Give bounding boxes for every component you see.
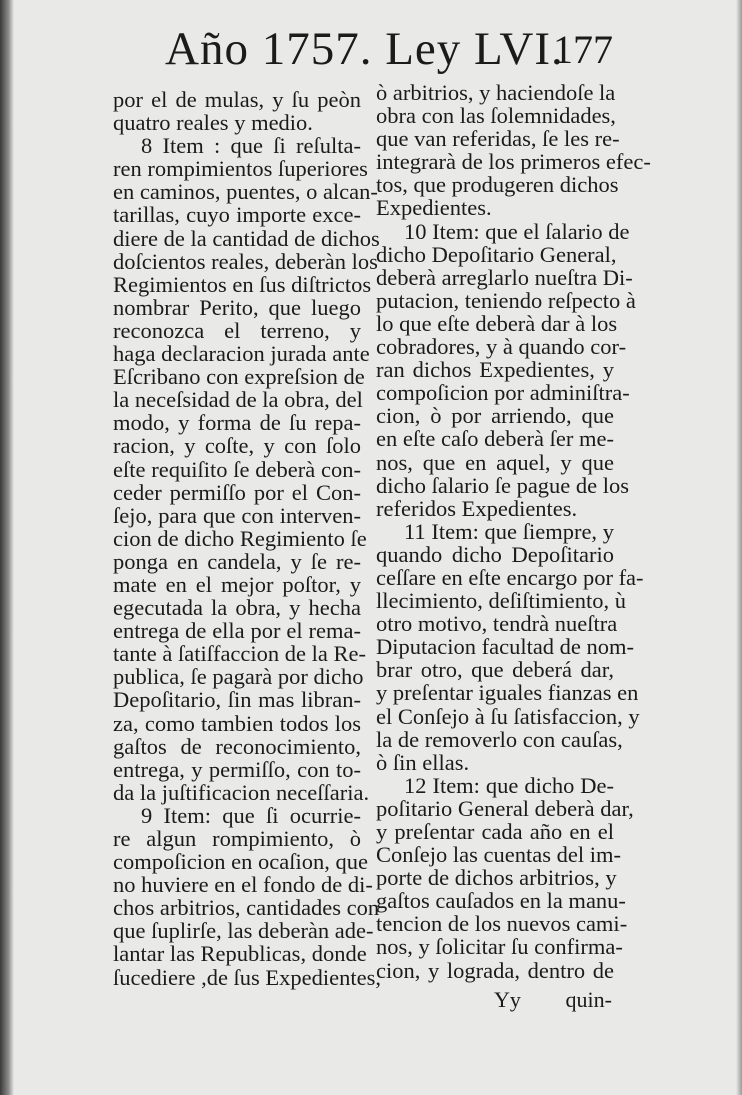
text-line: referidos Expedientes. <box>376 495 578 521</box>
text-line: quatro reales y medio. <box>113 110 313 136</box>
text-line: eſte requiſito ſe deberà con- <box>113 456 361 482</box>
text-line: la neceſsidad de la obra, del <box>113 387 363 413</box>
text-line: doſcientos reales, deberàn los <box>113 248 378 274</box>
text-line: por el de mulas, y ſu peòn <box>113 87 361 112</box>
text-line: haga declaracion jurada ante <box>113 341 370 367</box>
text-line: en eſte caſo deberà ſer me- <box>376 426 614 452</box>
text-line: diere de la cantidad de dichos <box>113 225 380 251</box>
text-line: entrega de ella por el rema- <box>113 618 361 644</box>
text-line: no huviere en el fondo de di- <box>113 872 373 898</box>
text-line: gaſtos cauſados en la manu- <box>376 888 626 914</box>
text-line: tarillas, cuyo importe exce- <box>113 202 361 228</box>
right-column <box>376 80 651 983</box>
text-line: lantar las Republicas, donde <box>113 941 367 967</box>
left-column <box>113 87 382 990</box>
text-line: ò arbitrios, y haciendoſe la <box>376 80 616 105</box>
text-line: tencion de los nuevos cami- <box>376 911 628 937</box>
text-line: ò ſin ellas. <box>376 749 470 775</box>
catchword: quin- <box>565 987 612 1012</box>
text-line: otro motivo, tendrà nueſtra <box>376 611 618 637</box>
text-line: la de removerlo con cauſas, <box>376 726 623 752</box>
text-line: Regimientos en ſus diſtrictos <box>113 271 372 297</box>
text-line: obra con las ſolemnidades, <box>376 103 616 129</box>
text-line: Eſcribano con expreſsion de <box>113 364 365 390</box>
text-line: ren rompimientos ſuperiores <box>113 156 368 182</box>
text-line: cion de dicho Regimiento ſe <box>113 525 367 551</box>
text-line: y preſentar cada año en el <box>376 819 614 844</box>
text-line: 10 Item: que el ſalario de <box>404 218 630 244</box>
text-line: llecimiento, deſiſtimiento, ù <box>376 588 626 614</box>
text-line: deberà arreglarlo nueſtra Di- <box>376 264 633 290</box>
text-line: 12 Item: que dicho De- <box>404 772 614 798</box>
text-line: que ſuplirſe, las deberàn ade- <box>113 918 374 944</box>
text-line: tante à ſatiſfaccion de la Re- <box>113 641 366 667</box>
text-line: za, como tambien todos los <box>113 710 361 736</box>
running-head-title: Año 1757. Ley LVI. <box>165 23 564 75</box>
text-line: Conſejo las cuentas del im- <box>376 842 621 868</box>
text-line: poſitario General deberà dar, <box>376 795 634 821</box>
text-line: lo que eſte deberà dar à los <box>376 310 618 336</box>
text-line: cion, ò por arriendo, que <box>376 403 614 429</box>
text-line: que van referidas, ſe les re- <box>376 126 620 152</box>
text-line: 8 Item : que ſi reſulta- <box>141 133 361 159</box>
text-line: 9 Item: que ſi ocurrie- <box>141 802 361 828</box>
text-line: brar otro, que deberá dar, <box>376 657 614 683</box>
text-line: re algun rompimiento, ò <box>113 826 361 851</box>
text-line: putacion, teniendo reſpecto à <box>376 287 636 313</box>
text-line: publica, ſe pagarà por dicho <box>113 664 364 690</box>
signature-mark: Yy <box>494 987 521 1012</box>
text-line: mate en el mejor poſtor, y <box>113 571 361 597</box>
text-line: Depoſitario, ſin mas libran- <box>113 687 361 713</box>
text-line: ſejo, para que con interven- <box>113 502 361 528</box>
text-line: en caminos, puentes, o alcan- <box>113 179 378 205</box>
text-line: tos, que produgeren dichos <box>376 172 619 198</box>
text-line: nos, y ſolicitar ſu confirma- <box>376 934 623 960</box>
text-line: entrega, y permiſſo, con to- <box>113 756 361 782</box>
scan-right-edge <box>736 0 742 1095</box>
text-line: gaſtos de reconocimiento, <box>113 733 361 759</box>
text-line: compoſicion por adminiſtra- <box>376 380 630 406</box>
text-line: nombrar Perito, que luego <box>113 294 361 320</box>
text-line: integrarà de los primeros efec- <box>376 149 651 175</box>
text-line: racion, y coſte, y con ſolo <box>113 433 361 459</box>
scan-left-edge <box>0 0 14 1095</box>
text-line: dicho ſalario ſe pague de los <box>376 472 630 498</box>
text-line: ceſſare en eſte encargo por fa- <box>376 564 644 590</box>
text-line: Diputacion facultad de nom- <box>376 634 635 660</box>
text-line: ſucediere ,de ſus Expedientes, <box>113 964 382 990</box>
page-number: 177 <box>553 27 613 72</box>
text-line: ran dichos Expedientes, y <box>376 357 614 383</box>
text-line: nos, que en aquel, y que <box>376 449 614 475</box>
text-line: dicho Depoſitario General, <box>376 241 617 267</box>
text-line: Expedientes. <box>376 195 492 221</box>
text-line: quando dicho Depoſitario <box>376 541 614 567</box>
text-line: da la juſtificacion neceſſaria. <box>113 779 370 805</box>
text-line: chos arbitrios, cantidades con <box>113 895 380 921</box>
catchword-line <box>494 987 612 1013</box>
text-line: 11 Item: que ſiempre, y <box>404 518 614 544</box>
text-line: y preſentar iguales fianzas en <box>376 680 639 706</box>
text-line: el Conſejo à ſu ſatisfaccion, y <box>376 703 640 729</box>
text-line: ceder permiſſo por el Con- <box>113 479 361 505</box>
text-line: reconozca el terreno, y <box>113 317 361 343</box>
text-line: egecutada la obra, y hecha <box>113 595 361 621</box>
text-line: cobradores, y à quando cor- <box>376 334 627 360</box>
text-line: ponga en candela, y ſe re- <box>113 548 361 574</box>
text-line: porte de dichos arbitrios, y <box>376 865 617 891</box>
text-line: cion, y lograda, dentro de <box>376 957 614 983</box>
text-line: modo, y forma de ſu repa- <box>113 410 361 436</box>
text-line: compoſicion en ocaſion, que <box>113 849 368 875</box>
